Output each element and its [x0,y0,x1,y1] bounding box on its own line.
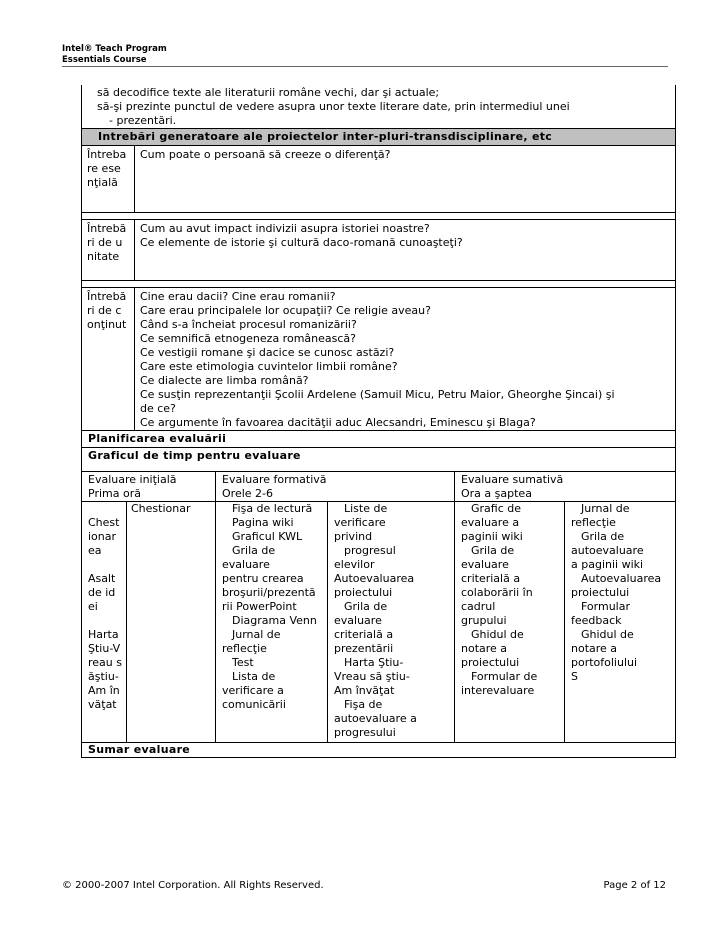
formative-tool: verificare [334,516,386,529]
question-text: Cum au avut impact indivizii asupra istoriei noastre? [140,222,430,235]
initial-method: HartaŞtiu-Vreau săştiu-Am învăţat [88,628,122,711]
evaluation-tools-row [81,502,676,743]
formative-tool: Liste de [344,502,388,515]
lesson-plan-table [81,85,676,758]
question-text: Cum poate o persoană să creeze o diferenţă? [140,148,391,161]
initial-method: Chestionarea [88,516,120,557]
question-text: de ce? [140,402,176,415]
formative-tool: autoevaluare a [334,712,417,725]
question-text: Ce vestigii romane şi dacice se cunosc astăzi? [140,346,395,359]
essential-question-row [81,146,676,213]
summative-tool: Jurnal de [581,502,630,515]
summative-tool: cadrul [461,600,496,613]
summative-tool: proiectului [571,586,630,599]
formative-tool: Am învăţat [334,684,395,697]
row-label: Întrebare esenţială [87,148,127,189]
eval-time-summative: Ora a şaptea [461,487,532,500]
summative-tool: paginii wiki [461,530,523,543]
summative-tool: evaluare a [461,516,520,529]
timeline-heading: Graficul de timp pentru evaluare [81,448,676,472]
formative-tool: Diagrama Venn [232,614,317,627]
formative-tool: progresului [334,726,396,739]
summative-tool: Grila de [581,530,625,543]
formative-tool: privind [334,530,373,543]
eval-type-initial: Evaluare iniţială [88,473,177,486]
question-text: Ce semnifică etnogeneza românească? [140,332,356,345]
summative-tool: grupului [461,614,507,627]
summative-tool: autoevaluare [571,544,644,557]
summative-tool: portofoliului [571,656,638,669]
header-course: Essentials Course [62,55,147,65]
summative-tool: Ghidul de [471,628,524,641]
summative-tool: Grila de [471,544,515,557]
formative-tool: comunicării [222,698,286,711]
questions-heading: Intrebări generatoare ale proiectelor inter-pluri-transdisciplinare, etc [81,128,676,146]
question-text: Care erau principalele lor ocupaţii? Ce religie aveau? [140,304,431,317]
objective-line: - prezentări. [109,114,177,127]
objective-line: să-şi prezinte punctul de vedere asupra unor texte literare date, prin intermediul unei [97,100,570,113]
initial-tool: Chestionar [131,502,191,515]
summative-tool: feedback [571,614,622,627]
question-text: Ce susţin reprezentanţii Şcolii Ardelene (Samuil Micu, Petru Maior, Gheorghe Şincai) şi [140,388,615,401]
summative-tool: criterială a [461,572,521,585]
formative-tool: prezentării [334,642,394,655]
summative-tool: interevaluare [461,684,535,697]
header-program: Intel® Teach Program [62,44,167,54]
formative-tool: criterială a [334,628,394,641]
formative-tool: Fişa de lectură [232,502,313,515]
formative-tool: Jurnal de [232,628,281,641]
summative-tool: Autoevaluarea [581,572,662,585]
formative-tool: progresul [344,544,396,557]
objective-line: să decodifice texte ale literaturii române vechi, dar şi actuale; [97,86,440,99]
summary-heading: Sumar evaluare [81,743,676,758]
formative-tool: Grila de [232,544,276,557]
formative-tool: broşurii/prezentă [222,586,316,599]
formative-tool: proiectului [334,586,393,599]
summative-tool: a paginii wiki [571,558,644,571]
planning-heading: Planificarea evaluării [81,431,676,448]
eval-type-formative: Evaluare formativă [222,473,327,486]
formative-tool: Lista de [232,670,276,683]
question-text: Care este etimologia cuvintelor limbii române? [140,360,398,373]
row-label: Întrebări de conţinut [87,290,127,331]
formative-tool: reflecţie [222,642,267,655]
question-text: Când s-a încheiat procesul romanizării? [140,318,357,331]
summative-tool: evaluare [461,558,509,571]
summative-tool: notare a [571,642,618,655]
evaluation-header-row [81,472,676,502]
question-text: Cine erau dacii? Cine erau romanii? [140,290,336,303]
formative-tool: verificare a [222,684,284,697]
eval-type-summative: Evaluare sumativă [461,473,564,486]
formative-tool: Fişa de [344,698,383,711]
summative-tool: proiectului [461,656,520,669]
summative-tool: Formular [581,600,631,613]
initial-method: Asaltde idei [88,572,116,613]
summative-tool: notare a [461,642,508,655]
formative-tool: Graficul KWL [232,530,303,543]
formative-tool: Grila de [344,600,388,613]
formative-tool: Harta Ştiu- [344,656,404,669]
formative-tool: rii PowerPoint [222,600,297,613]
summative-tool: S [571,670,578,683]
unit-question-row [81,219,676,281]
formative-tool: Autoevaluarea [334,572,415,585]
summative-tool: Formular de [471,670,538,683]
formative-tool: Vreau să ştiu- [334,670,410,683]
formative-tool: evaluare [334,614,382,627]
summative-tool: Grafic de [471,502,522,515]
objectives-block [81,85,676,128]
copyright: © 2000-2007 Intel Corporation. All Rights Reserved. [62,880,324,891]
formative-tool: evaluare [222,558,270,571]
content-question-row [81,287,676,431]
summative-tool: reflecţie [571,516,616,529]
formative-tool: Test [232,656,254,669]
summative-tool: Ghidul de [581,628,634,641]
eval-time-formative: Orele 2-6 [222,487,273,500]
page-number: Page 2 of 12 [603,880,666,891]
formative-tool: Pagina wiki [232,516,294,529]
header-rule [62,66,668,67]
page-header [62,44,167,66]
question-text: Ce argumente în favoarea dacităţii aduc Alecsandri, Eminescu şi Blaga? [140,416,536,429]
row-label: Întrebări de unitate [87,222,127,263]
eval-time-initial: Prima oră [88,487,141,500]
summative-tool: colaborării în [461,586,533,599]
question-text: Ce elemente de istorie şi cultură daco-romană cunoaşteţi? [140,236,463,249]
question-text: Ce dialecte are limba română? [140,374,309,387]
formative-tool: pentru crearea [222,572,304,585]
formative-tool: elevilor [334,558,375,571]
